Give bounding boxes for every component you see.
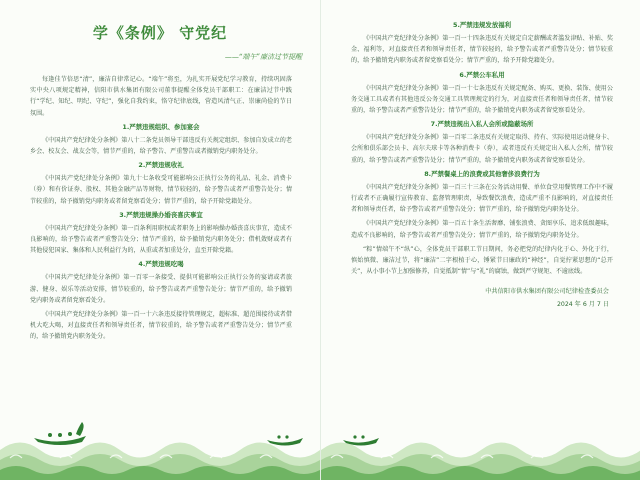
section-text-4b: 《中国共产党纪律处分条例》第一百一十六条违反接待管理规定，超标准、超范围接待或者借机大吃大喝，对直接责任者和领导责任者，情节较重的，给予警告或者严重警告处分；情节严重的，给予撤销党内职务处分。: [30, 311, 292, 341]
closing-paragraph: “粽”情端午不“纵”心，全体党员干部职工节日期间，务必把党的纪律内化于心、外化于行，慎始慎微、廉洁过节，将“廉洁”二字根植于心，锤紧节日廉政的“神经”，自觉拧紧思想的“总开关”，从小事小节上加强修养，自觉抵制“情”与“礼”的腐蚀，做到严守规矩、不逾底线。: [351, 245, 613, 276]
section-text-5: 《中国共产党纪律处分条例》第一百一十四条违反有关规定自定薪酬或者滥发津贴、补贴、奖金、福利等，对直接责任者和领导责任者，情节较轻的，给予警告或者严重警告处分；情节较重的，给予撤销党内职务或者留党察看处分；情节严重的，给予开除党籍处分。: [351, 35, 613, 65]
section-heading-7: 7.严禁违规出入私人会所或隐蔽场所: [430, 120, 534, 129]
right-page: [320, 0, 640, 480]
section-text-8a: 《中国共产党纪律处分条例》第一百三十三条在公务活动用餐、单位食堂用餐管理工作中不履行或者不正确履行宣传教育、监督管理职责，导致餐饮浪费，造成严重不良影响的，对直接责任者和领导责任者，给予警告或者严重警告处分；情节严重的，给予撤销党内职务处分。: [351, 183, 613, 214]
section-text-1: 《中国共产党纪律处分条例》第八十二条党员领导干部违反有关规定组织、参加自发成立的老乡会、校友会、战友会等，情节严重的，给予警告、严重警告或者撤销党内职务处分。: [30, 136, 292, 156]
dragon-boat-icon: [30, 418, 90, 448]
section-heading-4: 4.严禁违规吃喝: [138, 260, 184, 269]
document-title: 学《条例》 守党纪: [92, 24, 228, 42]
section-heading-5: 5.严禁违规发放福利: [453, 21, 511, 29]
dragon-boat-small-icon: [265, 424, 305, 448]
section-heading-8: 8.严禁餐桌上的浪费或其他奢侈浪费行为: [424, 169, 540, 178]
section-text-3: 《中国共产党纪律处分条例》第一百条利用职权或者职务上的影响操办婚丧喜庆事宜，造成不良影响的，给予警告或者严重警告处分；情节严重的，给予撤销党内职务处分；借机敛财或者有其他侵犯国家、集体和人民利益行为的，从重或者加重处分，直至开除党籍。: [30, 224, 292, 255]
dragon-boat-small-icon: [341, 424, 381, 448]
intro-paragraph: 每逢佳节倍思“清”，廉洁自律常记心。“端午”将至，为扎实开展党纪学习教育，持续巩固落实中央八项规定精神，信阳市供水集团有限公司董事提醒全体党员干部职工：在廉洁过节中践行“学纪、知纪、明纪、守纪”，强化自我约束，恪守纪律底线，营造风清气正、崇廉尚俭的节日氛围。: [30, 76, 292, 117]
right-content: [351, 18, 613, 311]
signature-org: 中共信阳市供水集团有限公司纪律检查委员会: [485, 288, 609, 296]
section-text-4a: 《中国共产党纪律处分条例》第一百零一条接受、提供可能影响公正执行公务的宴请或者旅游、健身、娱乐等活动安排，情节较重的，给予警告或者严重警告处分；情节严重的，给予撤销党内职务或者留党察看处分。: [30, 274, 292, 304]
section-heading-2: 2.严禁违规收礼: [138, 161, 184, 170]
document-subtitle: ——“端午”廉洁过节提醒: [224, 53, 302, 61]
section-text-2: 《中国共产党纪律处分条例》第九十七条收受可能影响公正执行公务的礼品、礼金、消费卡（券）和有价证券、股权、其他金融产品等财物，情节较轻的，给予警告或者严重警告处分；情节较重的，给予撤销党内职务或者留党察看处分；情节严重的，给予开除党籍处分。: [30, 175, 292, 205]
section-text-8b: 《中国共产党纪律处分条例》第一百五十条生活奢靡、铺张浪费、贪图享乐、追求低级趣味，造成不良影响的，给予警告或者严重警告处分；情节严重的，给予撤销党内职务处分。: [351, 220, 613, 239]
left-content: [30, 74, 292, 346]
signature-block: [351, 285, 613, 311]
section-heading-6: 6.严禁公车私用: [459, 70, 505, 79]
section-text-7: 《中国共产党纪律处分条例》第一百零二条违反有关规定取得、持有、实际使用运动健身卡、会所和俱乐部会员卡、高尔夫球卡等各种消费卡（券），或者违反有关规定出入私人会所，情节较重的，给予警告或者严重警告处分；情节严重的，给予撤销党内职务或者留党察看处分。: [351, 134, 613, 164]
section-text-6: 《中国共产党纪律处分条例》第一百一十七条违反有关规定配备、购买、更换、装饰、使用公务交通工具或者有其他违反公务交通工具管理规定的行为，对直接责任者和领导责任者，情节较重的，给予警告或者严重警告处分；情节严重的，给予撤销党内职务或者留党察看处分。: [351, 84, 613, 115]
signature-date: 2024 年 6 月 7 日: [556, 301, 609, 309]
section-heading-1: 1.严禁违规组织、参加宴会: [122, 122, 200, 131]
section-heading-3: 3.严禁违规操办婚丧喜庆事宜: [119, 210, 203, 219]
